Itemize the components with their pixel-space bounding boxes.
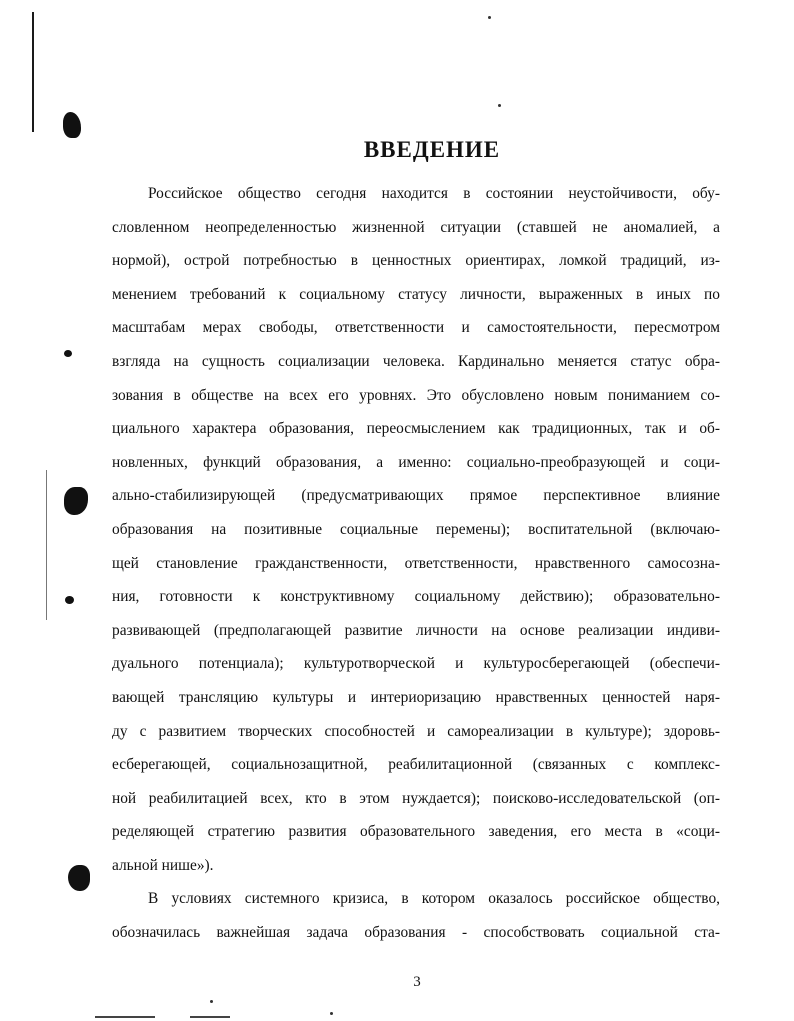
text-line: образования на позитивные социальные перемены); воспитательной (включаю- (112, 520, 720, 538)
page-number: 3 (413, 974, 421, 990)
binding-hole-mark (65, 596, 74, 604)
binding-hole-mark (68, 865, 90, 891)
text-line: Российское общество сегодня находится в состоянии неустойчивости, обу- (148, 185, 720, 202)
text-line: словленном неопределенностью жизненной ситуации (ставшей не аномалией, а (112, 218, 720, 236)
text-line: ально-стабилизирующей (предусматривающих прямое перспективное влияние (112, 487, 720, 505)
text-line: вающей трансляцию культуры и интериоризацию нравственных ценностей наря- (112, 688, 720, 706)
text-line: В условиях системного кризиса, в котором оказалось российское общество, (148, 890, 720, 908)
text-line: масштабам мерах свободы, ответственности и самостоятельности, пересмотром (112, 319, 720, 337)
text-line: развивающей (предполагающей развитие личности на основе реализации индиви- (112, 621, 720, 639)
text-line: взгляда на сущность социализации человека. Кардинально меняется статус обра- (112, 352, 720, 370)
text-line: зования в обществе на всех его уровнях. Это обусловлено новым пониманием со- (112, 386, 720, 404)
binding-hole-mark (64, 350, 72, 357)
text-line: нормой), острой потребностью в ценностных ориентирах, ломкой традиций, из- (112, 252, 720, 270)
scan-speck (330, 1012, 333, 1015)
text-line: есберегающей, социальнозащитной, реабилитационной (связанных с комплекс- (112, 756, 720, 774)
body-text (112, 177, 720, 950)
scan-speck (498, 104, 501, 107)
scan-speck (210, 1000, 213, 1003)
text-line: ределяющей стратегию развития образовательного заведения, его места в «соци- (112, 823, 720, 841)
page-title: ВВЕДЕНИЕ (363, 137, 501, 162)
text-line: новленных, функций образования, а именно: социально-преобразующей и соци- (112, 453, 720, 471)
text-line: циального характера образования, переосмыслением как традиционных, так и об- (112, 420, 720, 438)
scan-speck (488, 16, 491, 19)
scan-smudge (190, 1016, 230, 1018)
binding-hole-mark (64, 487, 88, 515)
text-line: ния, готовности к конструктивному социальному действию); образовательно- (112, 588, 720, 606)
binding-hole-mark (63, 112, 81, 138)
text-line: дуального потенциала); культуротворческой и культуросберегающей (обеспечи- (112, 655, 720, 673)
text-line: обозначилась важнейшая задача образования - способствовать социальной ста- (112, 924, 720, 942)
scan-left-edge (32, 12, 34, 132)
scan-left-edge-lower (46, 470, 47, 620)
text-line: альной нише»). (112, 856, 214, 874)
text-line: ной реабилитацией всех, кто в этом нуждается); поисково-исследовательской (оп- (112, 789, 720, 807)
text-line: ду с развитием творческих способностей и самореализации в культуре); здоровь- (112, 722, 720, 740)
text-line: щей становление гражданственности, ответственности, нравственного самосозна- (112, 554, 720, 572)
scan-smudge (95, 1016, 155, 1018)
text-line: менением требований к социальному статусу личности, выраженных в иных по (112, 285, 720, 303)
